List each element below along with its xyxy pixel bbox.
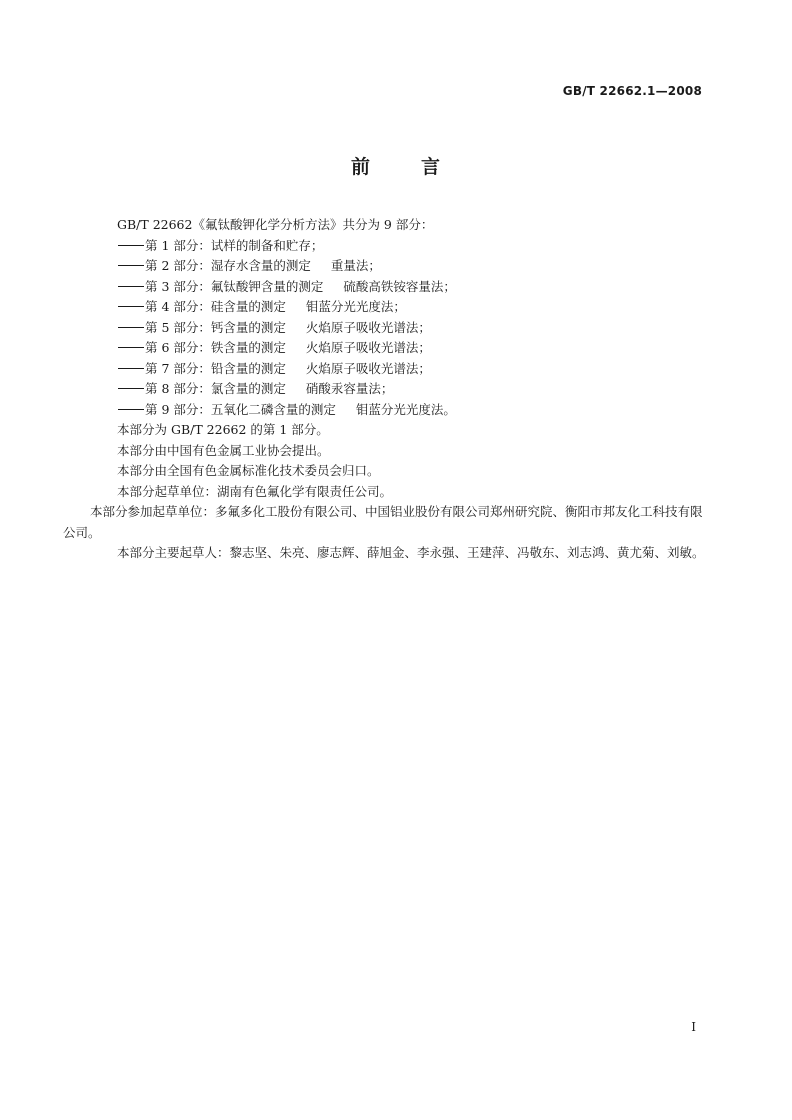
statement-proposed: 本部分由中国有色金属工业协会提出。 — [117, 442, 330, 458]
dash-mark — [118, 409, 144, 410]
dash-mark — [118, 327, 144, 328]
dash-mark — [118, 347, 144, 348]
part-text: 第 3 部分：氟钛酸钾含量的测定 — [145, 278, 324, 294]
part-text: 第 8 部分：氯含量的测定 — [145, 381, 286, 396]
part-text: 第 5 部分：钙含量的测定 — [145, 319, 286, 335]
dash-mark — [118, 388, 144, 389]
part-item — [90, 318, 706, 339]
part-method: 钼蓝分光光度法。 — [355, 401, 456, 417]
part-item — [90, 338, 706, 359]
part-method: 火焰原子吸收光谱法； — [305, 360, 431, 376]
part-item — [90, 400, 706, 421]
statement-drafting-unit: 本部分起草单位：湖南有色氟化学有限责任公司。 — [117, 483, 393, 499]
part-text: 第 4 部分：硅含量的测定 — [145, 299, 286, 314]
part-item — [90, 236, 706, 257]
part-item — [90, 256, 706, 277]
page-number: I — [691, 1020, 696, 1034]
part-text: 第 6 部分：铁含量的测定 — [145, 340, 286, 355]
part-text: 第 9 部分：五氧化二磷含量的测定 — [145, 401, 336, 417]
statement-part-of: 本部分为 GB/T 22662 的第 1 部分。 — [117, 422, 329, 437]
foreword-body — [63, 215, 706, 564]
dash-mark — [118, 286, 144, 287]
part-item — [90, 379, 706, 400]
dash-mark — [118, 368, 144, 369]
part-method: 钼蓝分光光度法； — [305, 299, 406, 314]
statement-participating-units: 本部分参加起草单位：多氟多化工股份有限公司、中国铝业股份有限公司郑州研究院、衡阳市邦友化工科技有限公司。 — [63, 504, 703, 540]
statement-centralized: 本部分由全国有色金属标准化技术委员会归口。 — [117, 463, 380, 478]
dash-mark — [118, 265, 144, 266]
part-text: 第 1 部分：试样的制备和贮存； — [145, 237, 324, 253]
title-char-2: 言 — [421, 156, 442, 178]
part-item — [90, 297, 706, 318]
intro-line: GB/T 22662《氟钛酸钾化学分析方法》共分为 9 部分： — [117, 217, 434, 232]
part-item — [90, 359, 706, 380]
dash-mark — [118, 306, 144, 307]
part-method: 重量法； — [330, 258, 381, 273]
part-method: 硫酸高铁铵容量法； — [343, 278, 456, 294]
part-item — [90, 277, 706, 298]
title-char-1: 前 — [350, 156, 371, 178]
dash-mark — [118, 245, 144, 246]
part-method: 火焰原子吸收光谱法； — [305, 319, 431, 335]
page-title — [0, 152, 792, 179]
part-text: 第 7 部分：铅含量的测定 — [145, 360, 286, 376]
standard-code: GB/T 22662.1—2008 — [562, 84, 702, 98]
part-text: 第 2 部分：湿存水含量的测定 — [145, 258, 311, 273]
part-method: 硝酸汞容量法； — [305, 381, 394, 396]
part-method: 火焰原子吸收光谱法； — [305, 340, 431, 355]
statement-drafters: 本部分主要起草人：黎志坚、朱亮、廖志辉、薛旭金、李永强、王建萍、冯敬东、刘志鸿、黄尤菊、刘敏。 — [117, 545, 705, 560]
